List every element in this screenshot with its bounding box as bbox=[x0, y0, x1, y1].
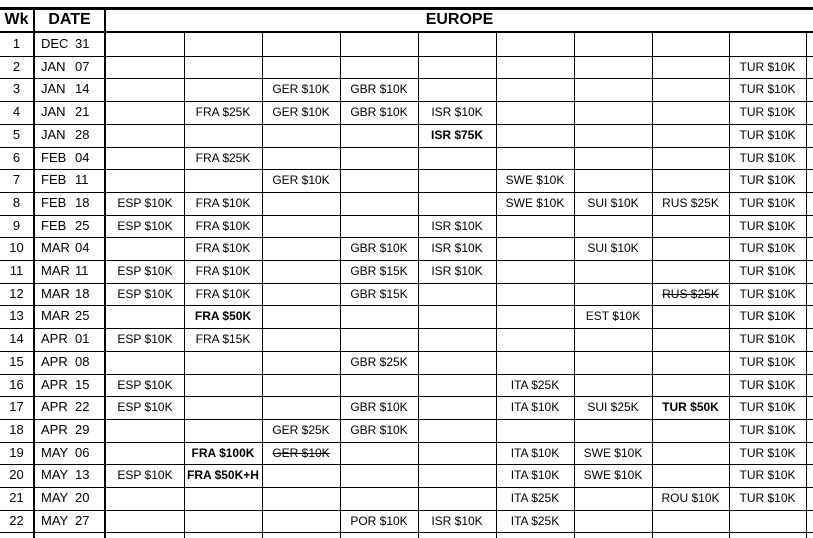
tournament-entry: GBR $15K bbox=[350, 287, 408, 301]
date-day: 14 bbox=[75, 81, 90, 96]
tournament-entry: ISR $10K bbox=[431, 105, 483, 119]
date-month: APR bbox=[41, 399, 68, 414]
tournament-entry: TUR $10K bbox=[739, 491, 796, 505]
tournament-entry: TUR $10K bbox=[739, 151, 796, 165]
tournament-entry: FRA $10K bbox=[195, 241, 251, 255]
date-month: APR bbox=[41, 377, 68, 392]
date-day: 28 bbox=[75, 127, 90, 142]
week-date bbox=[35, 192, 104, 214]
week-number: 3 bbox=[12, 81, 21, 96]
tournament-entry: TUR $10K bbox=[739, 219, 796, 233]
region-column-divider bbox=[806, 33, 807, 538]
week-number: 17 bbox=[9, 399, 24, 414]
tournament-entry: GER $10K bbox=[272, 82, 330, 96]
row-divider bbox=[0, 56, 813, 57]
date-day: 29 bbox=[75, 422, 90, 437]
tournament-entry: GER $25K bbox=[272, 423, 330, 437]
week-date bbox=[35, 56, 104, 78]
date-month: MAY bbox=[41, 513, 69, 528]
tournament-entry: ISR $10K bbox=[431, 514, 483, 528]
date-day: 06 bbox=[75, 445, 90, 460]
tournament-entry: ITA $10K bbox=[510, 400, 560, 414]
tournament-entry: ESP $10K bbox=[117, 332, 173, 346]
date-day: 22 bbox=[75, 399, 90, 414]
tournament-entry: TUR $10K bbox=[739, 309, 796, 323]
week-number: 8 bbox=[12, 195, 21, 210]
week-date bbox=[35, 260, 104, 282]
week-number: 18 bbox=[9, 422, 24, 437]
week-date bbox=[35, 419, 104, 441]
tournament-entry: TUR $10K bbox=[739, 287, 796, 301]
date-day: 11 bbox=[75, 263, 89, 278]
tournament-entry: GBR $25K bbox=[350, 355, 408, 369]
date-month: MAY bbox=[41, 467, 69, 482]
tournament-entry: POR $10K bbox=[350, 514, 408, 528]
date-day: 15 bbox=[75, 377, 90, 392]
week-date bbox=[35, 169, 104, 191]
week-date bbox=[35, 101, 104, 123]
tournament-entry: ITA $10K bbox=[510, 468, 560, 482]
row-divider bbox=[0, 442, 813, 443]
week-number: 6 bbox=[12, 150, 21, 165]
week-number: 5 bbox=[12, 127, 21, 142]
date-month: APR bbox=[41, 422, 68, 437]
date-month: DEC bbox=[41, 36, 69, 51]
tournament-entry: EST $10K bbox=[585, 309, 641, 323]
week-date bbox=[35, 374, 104, 396]
week-number: 22 bbox=[9, 513, 24, 528]
week-date bbox=[35, 510, 104, 532]
date-month: FEB bbox=[41, 218, 67, 233]
tournament-entry: GER $10K bbox=[272, 173, 330, 187]
week-number: 20 bbox=[9, 467, 24, 482]
week-number: 19 bbox=[9, 445, 24, 460]
date-month: FEB bbox=[41, 172, 67, 187]
tournament-entry: SUI $10K bbox=[587, 196, 639, 210]
week-date bbox=[35, 351, 104, 373]
week-date bbox=[35, 78, 104, 100]
header-rule bbox=[0, 31, 813, 33]
date-day: 11 bbox=[75, 172, 89, 187]
tournament-entry: FRA $25K bbox=[195, 151, 251, 165]
tournament-entry: ISR $10K bbox=[431, 241, 483, 255]
tournament-entry: TUR $10K bbox=[739, 82, 796, 96]
tournament-entry: ESP $10K bbox=[117, 196, 173, 210]
tournament-entry: ESP $10K bbox=[117, 219, 173, 233]
date-month: FEB bbox=[41, 150, 67, 165]
date-day: 18 bbox=[75, 195, 90, 210]
week-number: 12 bbox=[9, 286, 24, 301]
tournament-entry: RUS $25K bbox=[662, 287, 719, 301]
tournament-entry: ESP $10K bbox=[117, 468, 173, 482]
week-number: 14 bbox=[9, 331, 24, 346]
week-date bbox=[35, 215, 104, 237]
week-number: 10 bbox=[9, 240, 24, 255]
tournament-entry: RUS $25K bbox=[662, 196, 719, 210]
date-day: 04 bbox=[75, 150, 90, 165]
date-day: 08 bbox=[75, 354, 90, 369]
tournament-entry: TUR $10K bbox=[739, 378, 796, 392]
tournament-entry: TUR $10K bbox=[739, 196, 796, 210]
date-month: APR bbox=[41, 354, 68, 369]
tournament-entry: GBR $10K bbox=[350, 241, 408, 255]
tournament-entry: TUR $10K bbox=[739, 173, 796, 187]
week-number: 1 bbox=[12, 36, 21, 51]
week-number: 15 bbox=[9, 354, 24, 369]
tournament-entry: FRA $10K bbox=[195, 287, 251, 301]
date-month: FEB bbox=[41, 195, 67, 210]
tournament-entry: FRA $10K bbox=[195, 219, 251, 233]
tournament-entry: TUR $10K bbox=[739, 423, 796, 437]
tournament-entry: TUR $10K bbox=[739, 264, 796, 278]
week-number: 2 bbox=[12, 59, 21, 74]
week-date bbox=[35, 147, 104, 169]
tournament-entry: GBR $15K bbox=[350, 264, 408, 278]
week-date bbox=[35, 442, 104, 464]
row-divider bbox=[0, 147, 813, 148]
tournament-entry: SWE $10K bbox=[583, 446, 643, 460]
date-month: MAR bbox=[41, 308, 70, 323]
tournament-entry: TUR $10K bbox=[739, 332, 796, 346]
row-divider bbox=[0, 532, 813, 533]
row-divider bbox=[0, 169, 813, 170]
week-date bbox=[35, 464, 104, 486]
date-day: 25 bbox=[75, 218, 90, 233]
tournament-entry: ITA $25K bbox=[510, 514, 560, 528]
tournament-entry: TUR $10K bbox=[739, 60, 796, 74]
date-day: 31 bbox=[75, 36, 90, 51]
week-number: 4 bbox=[12, 104, 21, 119]
top-rule bbox=[0, 7, 813, 10]
tournament-entry: SUI $10K bbox=[587, 241, 639, 255]
date-month: MAY bbox=[41, 490, 69, 505]
date-month: MAR bbox=[41, 240, 70, 255]
week-date bbox=[35, 487, 104, 509]
date-day: 01 bbox=[75, 331, 90, 346]
date-day: 20 bbox=[75, 490, 90, 505]
date-day: 07 bbox=[75, 59, 90, 74]
date-month: JAN bbox=[41, 104, 66, 119]
date-day: 04 bbox=[75, 240, 90, 255]
tournament-entry: TUR $10K bbox=[739, 128, 796, 142]
tournament-entry: ISR $10K bbox=[431, 264, 483, 278]
tournament-entry: TUR $10K bbox=[739, 355, 796, 369]
week-date bbox=[35, 33, 104, 55]
date-day: 18 bbox=[75, 286, 90, 301]
date-month: JAN bbox=[41, 127, 66, 142]
tournament-entry: ITA $25K bbox=[510, 491, 560, 505]
week-number: 11 bbox=[9, 263, 24, 278]
tournament-entry: ISR $10K bbox=[431, 219, 483, 233]
tournament-entry: ESP $10K bbox=[117, 400, 173, 414]
tournament-entry: FRA $10K bbox=[195, 196, 251, 210]
date-month: APR bbox=[41, 331, 68, 346]
tournament-entry: SUI $25K bbox=[587, 400, 639, 414]
date-month: MAY bbox=[41, 445, 69, 460]
tournament-entry: TUR $10K bbox=[739, 105, 796, 119]
tournament-entry: ESP $10K bbox=[117, 378, 173, 392]
week-number: 13 bbox=[9, 308, 24, 323]
tournament-entry: FRA $50K+H bbox=[187, 468, 259, 482]
tournament-entry: ESP $10K bbox=[117, 264, 173, 278]
header-date: DATE bbox=[48, 11, 91, 28]
tournament-entry: ITA $25K bbox=[510, 378, 560, 392]
week-number: 16 bbox=[9, 377, 24, 392]
tournament-entry: GER $10K bbox=[272, 446, 330, 460]
tournament-entry: ROU $10K bbox=[661, 491, 720, 505]
week-number: 7 bbox=[12, 172, 21, 187]
week-date bbox=[35, 237, 104, 259]
tournament-entry: ITA $10K bbox=[510, 446, 560, 460]
date-month: JAN bbox=[41, 59, 66, 74]
tournament-entry: TUR $10K bbox=[739, 241, 796, 255]
week-number: 9 bbox=[12, 218, 21, 233]
tournament-entry: GBR $10K bbox=[350, 82, 408, 96]
tournament-entry: ESP $10K bbox=[117, 287, 173, 301]
week-date bbox=[35, 305, 104, 327]
tournament-entry: FRA $15K bbox=[195, 332, 251, 346]
week-number: 21 bbox=[9, 490, 24, 505]
tournament-entry: FRA $25K bbox=[195, 105, 251, 119]
tournament-entry: GER $10K bbox=[272, 105, 330, 119]
tournament-entry: TUR $10K bbox=[739, 468, 796, 482]
row-divider bbox=[0, 305, 813, 306]
date-day: 13 bbox=[75, 467, 90, 482]
week-date bbox=[35, 328, 104, 350]
date-month: JAN bbox=[41, 81, 66, 96]
tournament-entry: ISR $75K bbox=[430, 128, 484, 142]
tournament-entry: SWE $10K bbox=[505, 196, 565, 210]
tournament-entry: GBR $10K bbox=[350, 423, 408, 437]
week-date bbox=[35, 396, 104, 418]
row-divider bbox=[0, 124, 813, 125]
header-week: Wk bbox=[4, 11, 29, 28]
tournament-entry: GBR $10K bbox=[350, 400, 408, 414]
tournament-entry: FRA $10K bbox=[195, 264, 251, 278]
header-region-europe: EUROPE bbox=[425, 11, 494, 28]
week-date bbox=[35, 283, 104, 305]
date-month: MAR bbox=[41, 286, 70, 301]
tournament-entry: FRA $50K bbox=[194, 309, 252, 323]
tournament-entry: TUR $50K bbox=[662, 400, 719, 414]
tournament-entry: GBR $10K bbox=[350, 105, 408, 119]
date-day: 21 bbox=[75, 104, 90, 119]
tournament-entry: FRA $100K bbox=[191, 446, 255, 460]
date-day: 27 bbox=[75, 513, 90, 528]
date-day: 25 bbox=[75, 308, 90, 323]
tournament-entry: SWE $10K bbox=[505, 173, 565, 187]
tournament-entry: TUR $10K bbox=[739, 400, 796, 414]
week-date bbox=[35, 124, 104, 146]
tournament-entry: TUR $10K bbox=[739, 446, 796, 460]
tournament-entry: SWE $10K bbox=[583, 468, 643, 482]
date-month: MAR bbox=[41, 263, 70, 278]
